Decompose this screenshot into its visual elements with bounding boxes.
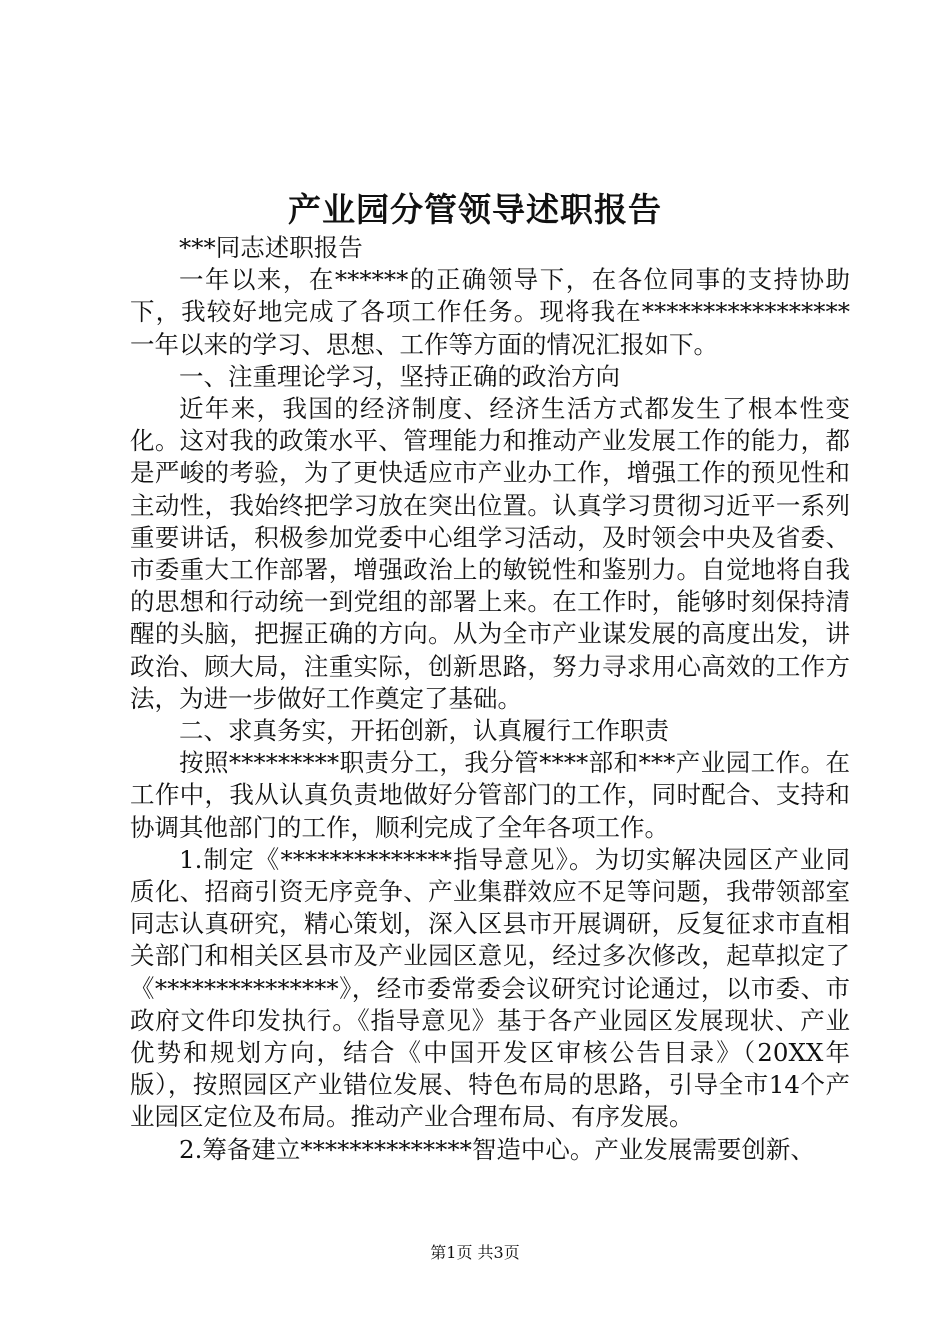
page-footer: 第1页 共3页 [430, 1243, 520, 1262]
paragraph-item-1: 1.制定《**************指导意见》。为切实解决园区产业同质化、招商引资无序竞争、产业集群效应不足等问题，我带领部室同志认真研究，精心策划，深入区县市开展调研，反复征求市直相关部门和相关区县市及产业园区意见，经过多次修改，起草拟定了《***************》，经市委常委会议研究讨论通过，以市委、市政府文件印发执行。《指导意见》基于各产业园区发展现状、产业优势和规划方向，结合《中国开发区审核公告目录》（20XX年版），按照园区产业错位发展、特色布局的思路，引导全市14个产业园区定位及布局。推动产业合理布局、有序发展。 [130, 844, 850, 1132]
paragraph-section-2: 按照*********职责分工，我分管****部和***产业园工作。在工作中，我从认真负责地做好分管部门的工作，同时配合、支持和协调其他部门的工作，顺利完成了全年各项工作。 [130, 748, 850, 842]
document-title: 产业园分管领导述职报告 [288, 190, 662, 229]
paragraph-salutation: ***同志述职报告 [179, 233, 363, 262]
paragraph-intro: 一年以来，在******的正确领导下，在各位同事的支持协助下，我较好地完成了各项工作任务。现将我在*****************一年以来的学习、思想、工作等方面的情况汇报如下。 [130, 265, 850, 359]
paragraph-item-2: 2.筹备建立**************智造中心。产业发展需要创新、 [179, 1134, 815, 1164]
section-heading-1: 一、注重理论学习，坚持正确的政治方向 [179, 361, 620, 391]
section-heading-2: 二、求真务实，开拓创新，认真履行工作职责 [179, 716, 669, 746]
paragraph-section-1: 近年来，我国的经济制度、经济生活方式都发生了根本性变化。这对我的政策水平、管理能力和推动产业发展工作的能力，都是严峻的考验，为了更快适应市产业办工作，增强工作的预见性和主动性，我始终把学习放在突出位置。认真学习贯彻习近平一系列重要讲话，积极参加党委中心组学习活动，及时领会中央及省委、市委重大工作部署，增强政治上的敏锐性和鉴别力。自觉地将自我的思想和行动统一到党组的部署上来。在工作时，能够时刻保持清醒的头脑，把握正确的方向。从为全市产业谋发展的高度出发，讲政治、顾大局，注重实际，创新思路，努力寻求用心高效的工作方法，为进一步做好工作奠定了基础。 [130, 394, 850, 713]
document-body [130, 232, 850, 1166]
